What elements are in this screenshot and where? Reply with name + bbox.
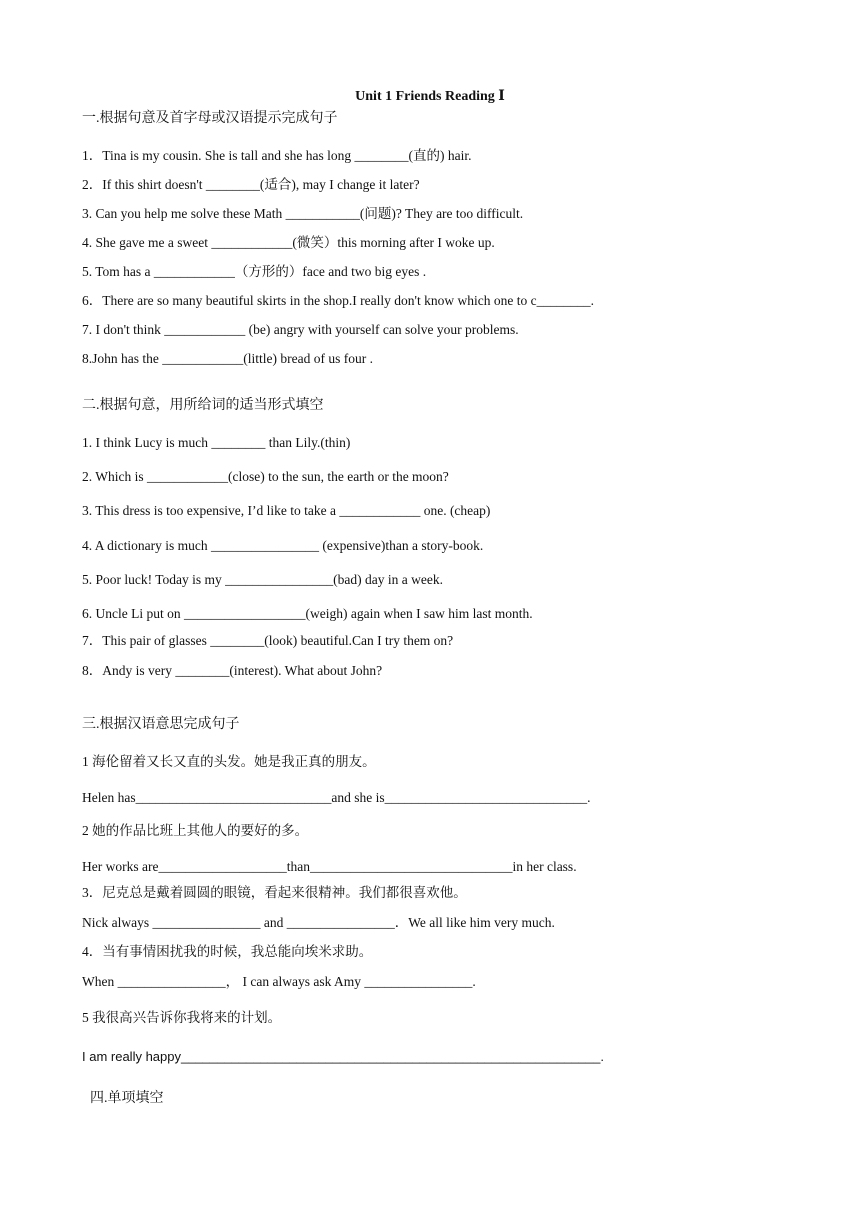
section-3-answer-line: I am really happy__________________________________________________________. — [82, 1049, 604, 1064]
section-3-prompt: 5 我很高兴告诉你我将来的计划。 — [82, 1010, 282, 1025]
section-2-item: 2. Which is ____________(close) to the sun, the earth or the moon? — [82, 469, 449, 484]
section-2-item: 5. Poor luck! Today is my ________________(bad) day in a week. — [82, 572, 443, 587]
section-3-answer-line: When ________________， I can always ask Amy ________________. — [82, 974, 476, 989]
section-1-item: 3. Can you help me solve these Math ___________(问题)? They are too difficult. — [82, 206, 524, 221]
section-2-item: 3. This dress is too expensive, I’d like to take a ____________ one. (cheap) — [82, 503, 491, 518]
section-3-prompt: 2 她的作品比班上其他人的要好的多。 — [82, 823, 309, 838]
section-2-item: 6. Uncle Li put on __________________(weigh) again when I saw him last month. — [82, 606, 533, 621]
section-1-item: 7. I don't think ____________ (be) angry with yourself can solve your problems. — [82, 322, 519, 337]
section-1-item: 5. Tom has a ____________（方形的）face and two big eyes . — [82, 264, 427, 279]
section-2-item: 7．This pair of glasses ________(look) beautiful.Can I try them on? — [82, 633, 454, 648]
section-3-prompt: 4．当有事情困扰我的时候，我总能向埃米求助。 — [82, 944, 373, 959]
section-4-heading: 四.单项填空 — [90, 1091, 164, 1106]
section-3-prompt: 1 海伦留着又长又直的头发。她是我正真的朋友。 — [82, 754, 376, 769]
section-1-item: 6．There are so many beautiful skirts in the shop.I really don't know which one to c________. — [82, 293, 594, 308]
section-2-item: 4. A dictionary is much ________________ (expensive)than a story-book. — [82, 538, 484, 553]
section-1-item: 2．If this shirt doesn't ________(适合), may I change it later? — [82, 177, 420, 192]
section-1-item: 8.John has the ____________(little) bread of us four . — [82, 351, 373, 366]
section-1-item: 1．Tina is my cousin. She is tall and she has long ________(直的) hair. — [82, 148, 472, 163]
section-2-item: 8．Andy is very ________(interest). What about John? — [82, 663, 383, 678]
section-2-heading: 二.根据句意，用所给词的适当形式填空 — [82, 398, 324, 413]
section-3-answer-line: Her works are___________________than______________________________in her class. — [82, 859, 577, 874]
section-3-answer-line: Helen has_____________________________and she is______________________________. — [82, 790, 591, 805]
document-title: Unit 1 Friends Reading Ⅰ — [355, 89, 505, 104]
section-1-heading: 一.根据句意及首字母或汉语提示完成句子 — [82, 111, 338, 126]
section-3-prompt: 3．尼克总是戴着圆圆的眼镜，看起来很精神。我们都很喜欢他。 — [82, 885, 467, 900]
section-1-item: 4. She gave me a sweet ____________(微笑）this morning after I woke up. — [82, 235, 495, 250]
section-2-item: 1. I think Lucy is much ________ than Lily.(thin) — [82, 435, 351, 450]
section-3-heading: 三.根据汉语意思完成句子 — [82, 717, 240, 732]
section-3-answer-line: Nick always ________________ and ________________．We all like him very much. — [82, 915, 555, 930]
